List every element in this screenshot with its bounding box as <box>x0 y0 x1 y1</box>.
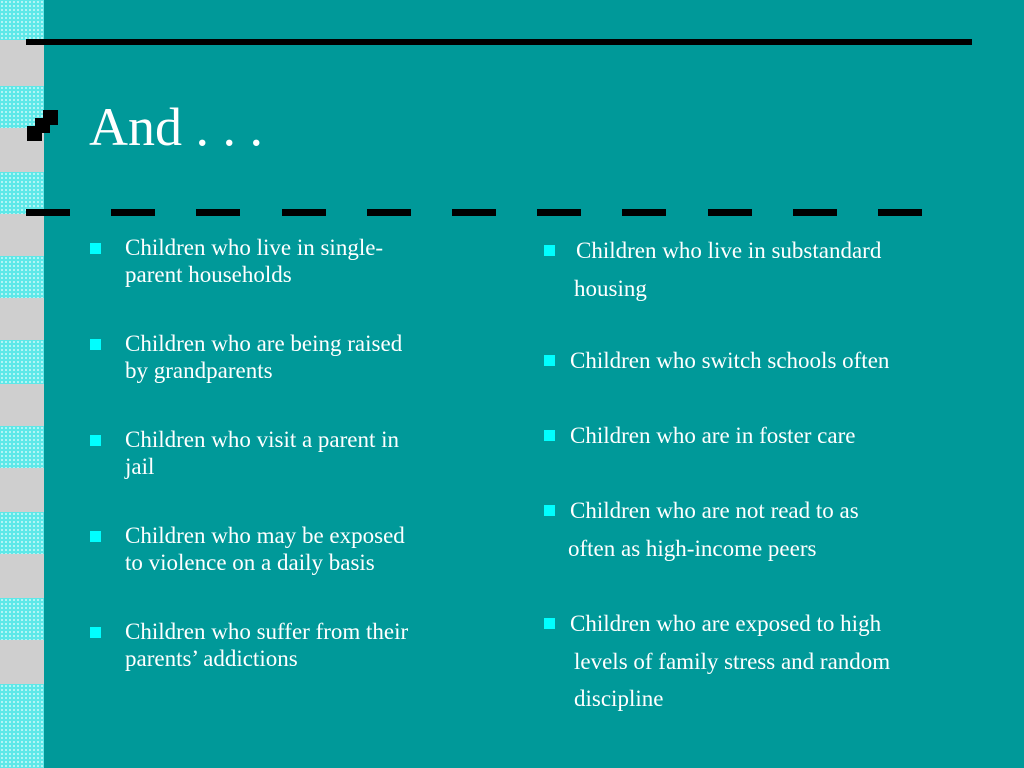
list-item <box>540 417 855 455</box>
list-item-text: Children who visit a parent in jail <box>125 427 400 479</box>
list-item <box>540 605 890 718</box>
side-pattern-block <box>0 640 44 684</box>
list-item <box>88 522 498 576</box>
side-pattern-block <box>0 468 44 512</box>
square-bullet-icon <box>90 243 101 254</box>
square-bullet-icon <box>90 627 101 638</box>
square-bullet-icon <box>90 531 101 542</box>
square-bullet-icon <box>544 245 555 256</box>
title-bullet-icon <box>27 110 58 141</box>
list-item-text: housing <box>574 275 647 301</box>
top-rule <box>26 39 972 45</box>
side-pattern-block <box>0 684 44 768</box>
square-bullet-icon <box>90 435 101 446</box>
square-bullet-icon <box>90 339 101 350</box>
list-item-text: often as high-income peers <box>568 535 817 561</box>
list-item-text: Children who are not read to as <box>570 498 859 523</box>
side-pattern-block <box>0 598 44 640</box>
side-pattern-block <box>0 172 44 214</box>
left-bullet-list <box>88 234 498 714</box>
list-item-text: Children who live in single- parent households <box>125 235 384 287</box>
list-item-text: Children who suffer from their parents’ addictions <box>125 619 409 671</box>
list-item <box>88 618 498 672</box>
side-pattern-block <box>0 512 44 554</box>
side-pattern-block <box>0 298 44 340</box>
dashed-rule <box>26 209 922 216</box>
list-item <box>88 234 498 288</box>
list-item <box>540 342 889 380</box>
side-pattern-block <box>0 554 44 598</box>
list-item-text: Children who may be exposed to violence on a daily basis <box>125 523 405 575</box>
list-item-text: Children who live in substandard <box>576 238 882 263</box>
list-item-text: Children who are exposed to high <box>570 611 882 636</box>
list-item-text: Children who are being raised by grandparents <box>125 331 403 383</box>
list-item <box>540 232 881 307</box>
side-pattern-block <box>0 0 44 40</box>
list-item-text: discipline <box>574 686 664 711</box>
square-bullet-icon <box>544 618 555 629</box>
side-pattern-block <box>0 384 44 426</box>
side-pattern-block <box>0 340 44 384</box>
list-item <box>88 426 498 480</box>
list-item-text: Children who switch schools often <box>570 348 890 373</box>
square-bullet-icon <box>544 505 555 516</box>
list-item <box>540 492 859 567</box>
list-item-text: levels of family stress and random <box>574 648 891 674</box>
slide-title: And . . . <box>89 97 263 157</box>
side-pattern-block <box>0 40 44 86</box>
side-pattern-block <box>0 426 44 468</box>
list-item <box>88 330 498 384</box>
side-pattern-block <box>0 256 44 298</box>
square-bullet-icon <box>544 355 555 366</box>
list-item-text: Children who are in foster care <box>570 423 856 448</box>
square-bullet-icon <box>544 430 555 441</box>
side-pattern-block <box>0 214 44 256</box>
